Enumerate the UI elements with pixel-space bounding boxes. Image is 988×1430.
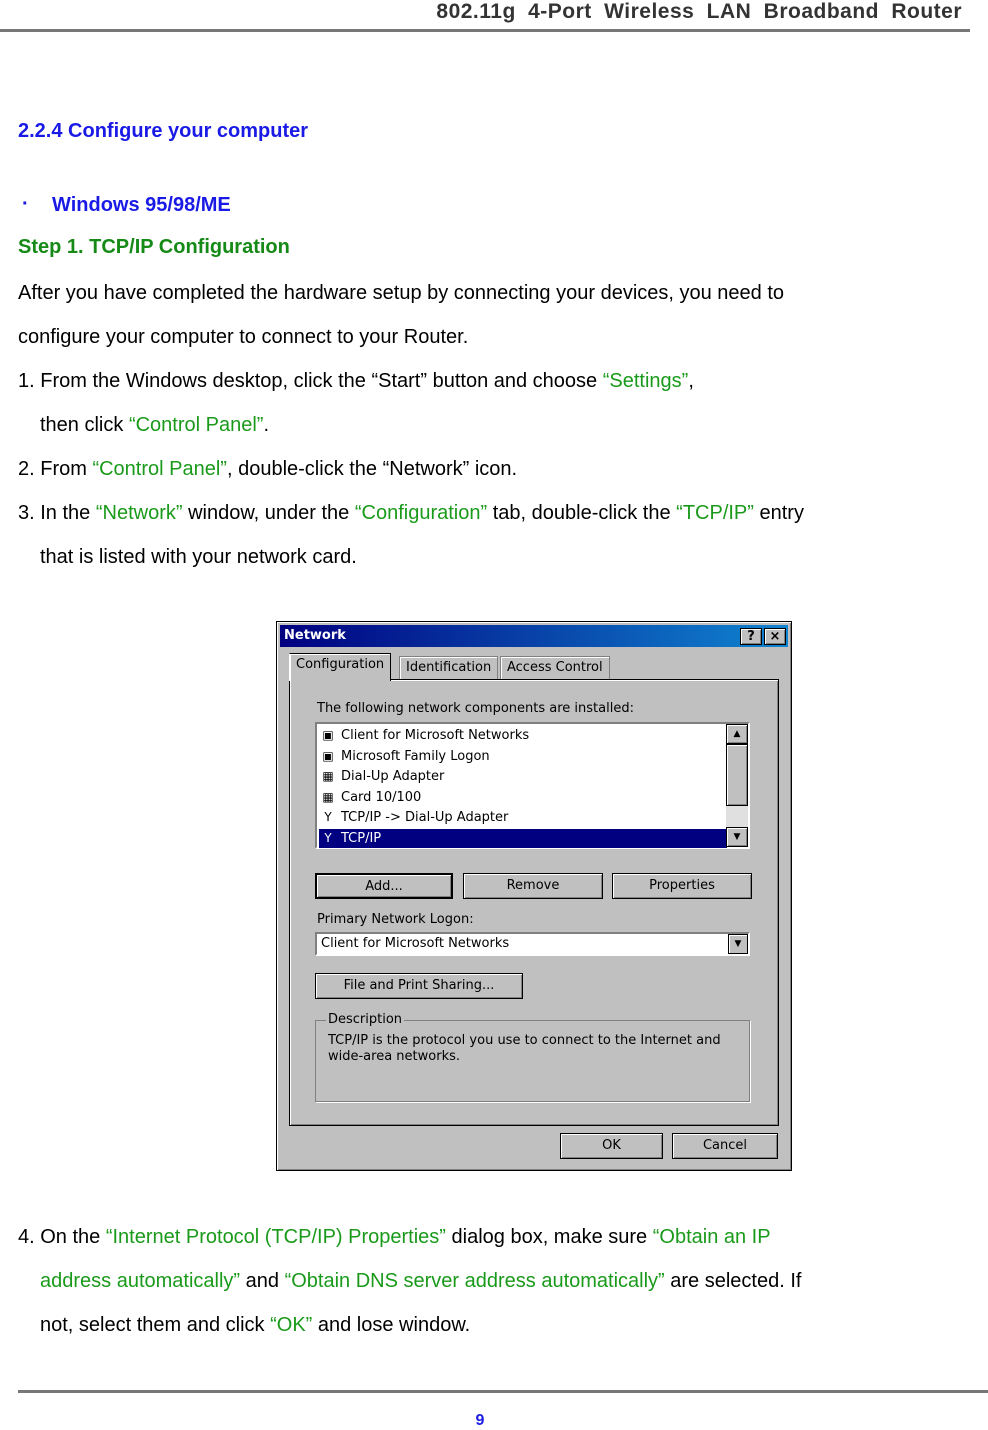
text: 4. On the xyxy=(18,1226,106,1248)
file-print-sharing-button[interactable]: File and Print Sharing... xyxy=(315,973,523,999)
text: 3. In the xyxy=(18,502,96,524)
text: then click xyxy=(40,414,129,436)
intro-line-1: After you have completed the hardware setup by connecting your devices, you need to xyxy=(18,282,785,304)
protocol-icon: Y xyxy=(324,810,332,824)
client-icon: ▣ xyxy=(322,748,334,763)
tab-configuration[interactable]: Configuration xyxy=(289,653,391,681)
instruction-4-cont xyxy=(40,1270,801,1292)
highlight: “Control Panel” xyxy=(92,458,227,480)
scroll-thumb[interactable] xyxy=(726,744,748,806)
os-title: Windows 95/98/ME xyxy=(52,194,231,216)
instruction-4 xyxy=(18,1226,771,1248)
intro-line-2: configure your computer to connect to your Router. xyxy=(18,326,469,348)
highlight: “Control Panel” xyxy=(128,414,264,436)
text: tab, double-click the xyxy=(487,502,677,524)
text: entry xyxy=(753,502,804,524)
instruction-4-cont-2 xyxy=(40,1314,470,1336)
tab-access-control[interactable]: Access Control xyxy=(500,656,610,679)
list-item[interactable] xyxy=(319,747,727,766)
text: are selected. If xyxy=(664,1270,802,1292)
text: , double-click the “Network” icon. xyxy=(226,458,518,480)
instruction-2 xyxy=(18,458,517,480)
highlight: “TCP/IP” xyxy=(676,502,754,524)
step-title: Step 1. TCP/IP Configuration xyxy=(18,236,290,258)
list-item-label: Microsoft Family Logon xyxy=(341,748,490,764)
list-item[interactable] xyxy=(319,726,727,745)
client-icon: ▣ xyxy=(322,728,334,742)
adapter-icon: ▦ xyxy=(322,789,334,804)
network-dialog xyxy=(276,621,792,1171)
text: not, select them and click xyxy=(40,1314,271,1336)
description-group xyxy=(315,1012,750,1102)
ok-button[interactable]: OK xyxy=(560,1133,663,1159)
highlight: “Obtain DNS server address automatically” xyxy=(284,1270,665,1292)
components-label: The following network components are installed: xyxy=(317,701,634,716)
instruction-1-cont xyxy=(40,414,269,436)
text: 2. From xyxy=(18,458,93,480)
scroll-up-icon[interactable]: ▲ xyxy=(726,724,748,744)
adapter-icon: ▦ xyxy=(322,769,334,783)
close-button[interactable]: × xyxy=(764,628,786,645)
components-list[interactable] xyxy=(315,722,750,849)
description-text: TCP/IP is the protocol you use to connect to the Internet and wide-area networks. xyxy=(328,1033,721,1064)
page-number: 9 xyxy=(475,1412,485,1429)
tab-identification[interactable]: Identification xyxy=(399,656,498,679)
logon-value: Client for Microsoft Networks xyxy=(321,936,510,951)
list-item[interactable] xyxy=(319,767,727,786)
list-item-label: Dial-Up Adapter xyxy=(341,769,445,784)
list-item-label: Client for Microsoft Networks xyxy=(341,728,530,743)
cancel-button[interactable]: Cancel xyxy=(672,1133,778,1159)
text: dialog box, make sure xyxy=(445,1226,653,1248)
list-item-label: TCP/IP xyxy=(341,830,382,846)
text: . xyxy=(263,414,270,436)
highlight: “Settings” xyxy=(602,370,689,392)
help-button[interactable]: ? xyxy=(740,628,762,645)
dialog-titlebar xyxy=(280,625,788,647)
list-item-label: Card 10/100 xyxy=(341,789,422,805)
instruction-3 xyxy=(18,502,804,524)
text: , xyxy=(688,370,694,392)
highlight: “Internet Protocol (TCP/IP) Properties” xyxy=(105,1226,446,1248)
list-item[interactable] xyxy=(319,829,727,848)
highlight: “Network” xyxy=(95,502,183,524)
bullet-icon: · xyxy=(22,193,29,215)
protocol-icon: Y xyxy=(324,830,332,845)
list-item[interactable] xyxy=(319,788,727,807)
footer-rule xyxy=(18,1390,988,1393)
header-rule xyxy=(0,29,970,32)
list-item[interactable] xyxy=(319,808,727,827)
highlight: address automatically” xyxy=(40,1270,241,1292)
running-header: 802.11g 4-Port Wireless LAN Broadband Router xyxy=(436,0,962,23)
highlight: “OK” xyxy=(270,1314,313,1336)
description-legend: Description xyxy=(328,1012,403,1027)
text: and xyxy=(240,1270,285,1292)
list-item-label: TCP/IP -> Dial-Up Adapter xyxy=(341,810,509,825)
logon-select[interactable] xyxy=(315,932,750,956)
text: window, under the xyxy=(182,502,355,524)
properties-button[interactable]: Properties xyxy=(612,873,752,899)
logon-label: Primary Network Logon: xyxy=(317,912,474,927)
text: and lose window. xyxy=(312,1314,471,1336)
text: 1. From the Windows desktop, click the “Start” button and choose xyxy=(18,370,603,392)
scroll-down-icon[interactable]: ▼ xyxy=(726,827,748,847)
highlight: “Configuration” xyxy=(354,502,488,524)
highlight: “Obtain an IP xyxy=(652,1226,771,1248)
instruction-3-cont: that is listed with your network card. xyxy=(40,546,357,568)
instruction-1 xyxy=(18,370,694,392)
dropdown-arrow-icon[interactable]: ▼ xyxy=(728,934,748,954)
add-button[interactable]: Add... xyxy=(315,873,453,899)
dialog-title: Network xyxy=(284,628,346,643)
section-title: 2.2.4 Configure your computer xyxy=(18,120,309,142)
remove-button[interactable]: Remove xyxy=(463,873,603,899)
list-scrollbar[interactable] xyxy=(726,724,748,847)
